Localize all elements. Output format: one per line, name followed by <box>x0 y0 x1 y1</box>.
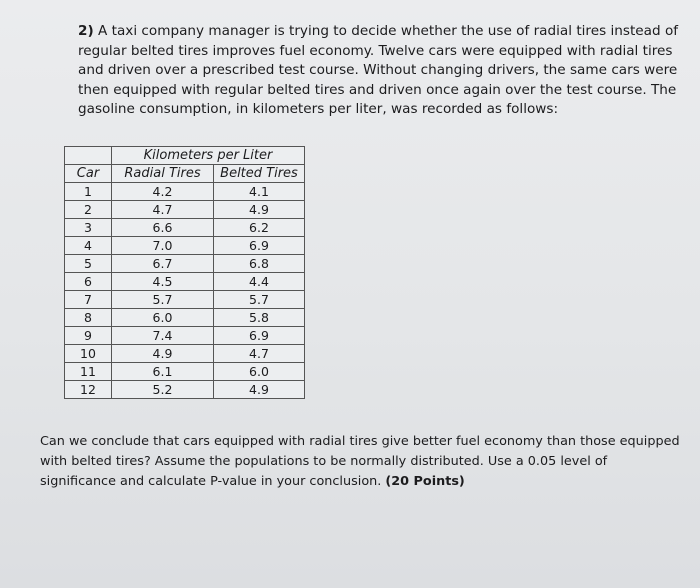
table-row <box>65 219 305 237</box>
conclusion-text: Can we conclude that cars equipped with radial tires give better fuel economy than those equipped with belted tires? Assume the populations to be normally distributed. Use a 0.05 level of significance and calculate P-value in your conclusion. <box>40 434 680 489</box>
table-row <box>65 273 305 291</box>
table-row <box>65 201 305 219</box>
belted-cell: 4.9 <box>214 381 305 399</box>
table-row <box>65 183 305 201</box>
table-row <box>65 327 305 345</box>
belted-tires-column-header: Belted Tires <box>214 165 305 183</box>
belted-cell: 6.8 <box>214 255 305 273</box>
radial-cell: 5.2 <box>112 381 214 399</box>
car-cell: 7 <box>65 291 112 309</box>
radial-tires-column-header: Radial Tires <box>112 165 214 183</box>
table-corner-cell <box>65 147 112 165</box>
car-cell: 11 <box>65 363 112 381</box>
table-row <box>65 363 305 381</box>
table-row <box>65 381 305 399</box>
fuel-consumption-table <box>64 146 305 399</box>
radial-cell: 4.9 <box>112 345 214 363</box>
car-cell: 3 <box>65 219 112 237</box>
car-cell: 12 <box>65 381 112 399</box>
car-cell: 2 <box>65 201 112 219</box>
conclusion-question <box>40 432 680 492</box>
car-cell: 6 <box>65 273 112 291</box>
table-row <box>65 291 305 309</box>
radial-cell: 7.4 <box>112 327 214 345</box>
car-cell: 9 <box>65 327 112 345</box>
car-cell: 1 <box>65 183 112 201</box>
table-group-header-row <box>65 147 305 165</box>
car-cell: 10 <box>65 345 112 363</box>
belted-cell: 4.7 <box>214 345 305 363</box>
radial-cell: 4.7 <box>112 201 214 219</box>
belted-cell: 5.7 <box>214 291 305 309</box>
radial-cell: 6.7 <box>112 255 214 273</box>
radial-cell: 6.0 <box>112 309 214 327</box>
table-row <box>65 255 305 273</box>
car-cell: 8 <box>65 309 112 327</box>
belted-cell: 6.9 <box>214 327 305 345</box>
radial-cell: 7.0 <box>112 237 214 255</box>
kilometers-per-liter-header: Kilometers per Liter <box>112 147 305 165</box>
radial-cell: 4.2 <box>112 183 214 201</box>
problem-statement <box>78 22 694 120</box>
table-row <box>65 345 305 363</box>
radial-cell: 4.5 <box>112 273 214 291</box>
problem-number: 2) <box>78 23 94 39</box>
table-header-row <box>65 165 305 183</box>
belted-cell: 4.1 <box>214 183 305 201</box>
belted-cell: 4.9 <box>214 201 305 219</box>
belted-cell: 6.0 <box>214 363 305 381</box>
belted-cell: 4.4 <box>214 273 305 291</box>
radial-cell: 6.1 <box>112 363 214 381</box>
car-column-header: Car <box>65 165 112 183</box>
belted-cell: 6.9 <box>214 237 305 255</box>
table-row <box>65 237 305 255</box>
table-row <box>65 309 305 327</box>
belted-cell: 6.2 <box>214 219 305 237</box>
points-label: (20 Points) <box>385 474 465 489</box>
car-cell: 5 <box>65 255 112 273</box>
belted-cell: 5.8 <box>214 309 305 327</box>
problem-text: A taxi company manager is trying to decide whether the use of radial tires instead of regular belted tires improves fuel economy. Twelve cars were equipped with radial tires and driven over a prescribed test course. Without changing drivers, the same cars were then equipped with regular belted tires and driven once again over the test course. The gasoline consumption, in kilometers per liter, was recorded as follows: <box>78 23 679 117</box>
radial-cell: 5.7 <box>112 291 214 309</box>
car-cell: 4 <box>65 237 112 255</box>
radial-cell: 6.6 <box>112 219 214 237</box>
